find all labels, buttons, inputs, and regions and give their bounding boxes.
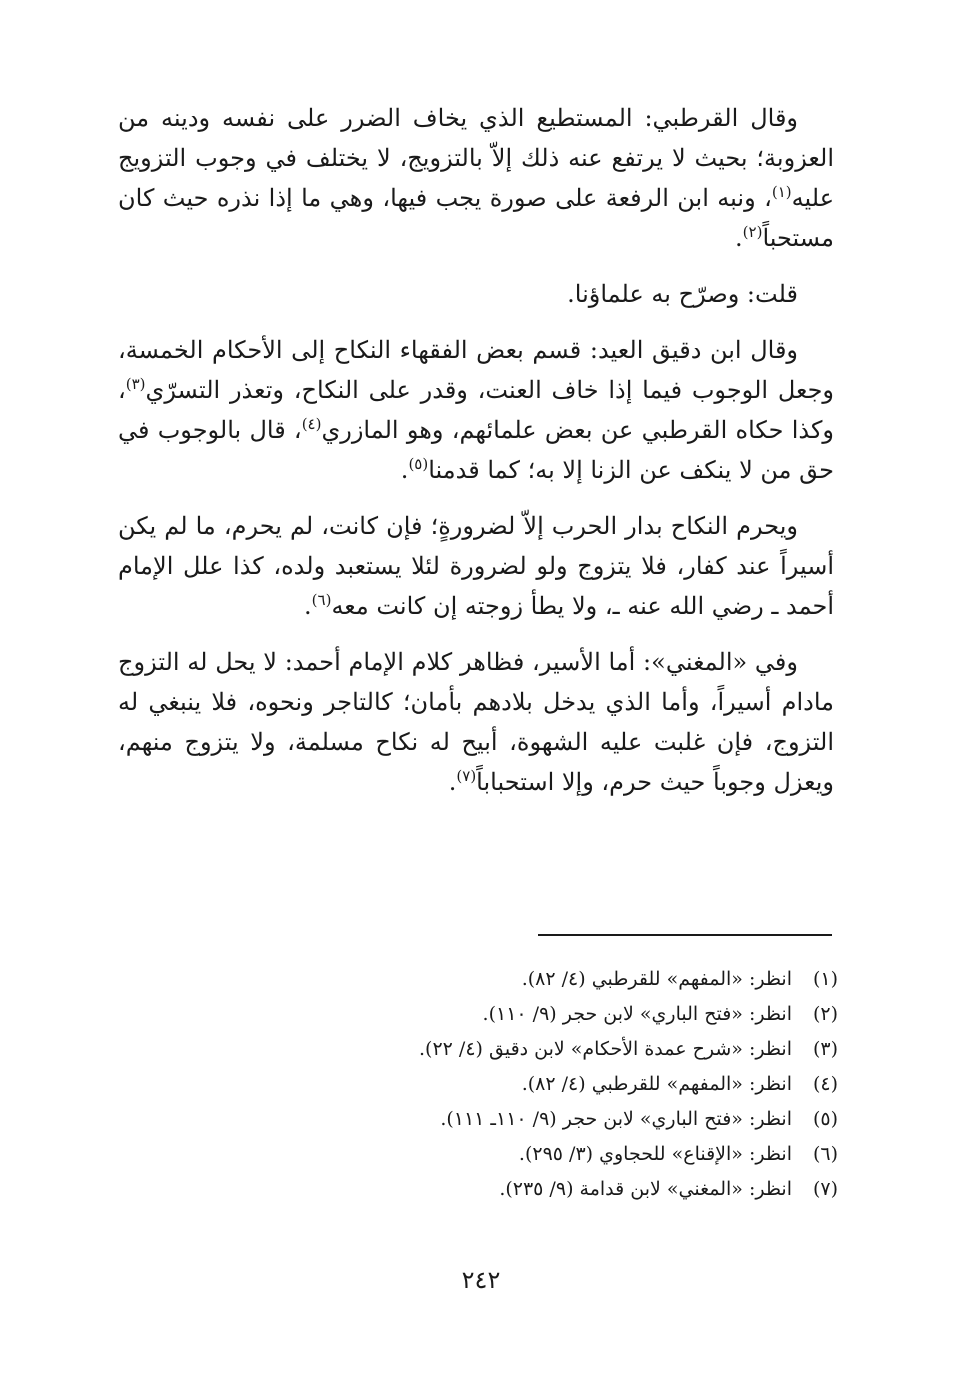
footnote-text: انظر: «المفهم» للقرطبي (٤/ ٨٢). [521,968,792,990]
footnote-number: (٣) [812,1038,838,1060]
footnote-ref-1[interactable]: (١) [771,183,792,201]
paragraph-text: وقال القرطبي: المستطيع الذي يخاف الضرر على نفسه ودينه من العزوبة؛ بحيث لا يرتفع عنه ذلك إلاّ بالتزويج، لا يختلف في وجوب التزويج عليه [118,104,835,212]
paragraph-text: . [735,224,743,252]
footnote-text: انظر: «الإقناع» للحجاوي (٣/ ٢٩٥). [518,1143,792,1165]
footnote-text: انظر: «فتح الباري» لابن حجر (٩/ ١١٠ـ ١١١). [440,1108,792,1130]
footnote-number: (٢) [812,1003,838,1025]
footnote-divider [538,934,832,936]
footnote-number: (٦) [812,1143,838,1165]
paragraph-text: وقال ابن دقيق العيد: قسم بعض الفقهاء النكاح إلى الأحكام الخمسة، وجعل الوجوب فيما إذا خاف العنت، وقدر على النكاح، وتعذر التسرّي [118,336,834,404]
footnote-4 [300,1067,838,1102]
paragraph-text: قلت: وصرّح به علماؤنا. [567,280,798,308]
footnote-number: (٥) [812,1108,838,1130]
paragraph-text: ، ونبه ابن الرفعة على صورة يجب فيها، وهي ما إذا نذره حيث كان مستحباً [118,184,834,252]
footnote-ref-2[interactable]: (٢) [742,223,763,241]
paragraph-5 [118,642,834,802]
paragraph-4 [118,506,834,626]
page-number: ٢٤٢ [461,1266,501,1294]
footnote-ref-5[interactable]: (٥) [408,455,429,473]
footnote-number: (٤) [812,1073,838,1095]
footnote-7 [300,1172,838,1207]
footnote-text: انظر: «شرح عمدة الأحكام» لابن دقيق (٤/ ٢٢). [418,1038,792,1060]
footnote-text: انظر: «المغني» لابن قدامة (٩/ ٢٣٥). [499,1178,792,1200]
footnote-6 [300,1137,838,1172]
paragraph-text: . [448,768,457,796]
paragraph-text: ويحرم النكاح بدار الحرب إلاّ لضرورةٍ؛ فإن كانت، لم يحرم، ما لم يكن أسيراً عند كفار، فلا يتزوج ولو لضرورة لئلا يستعبد ولده، كذا علل الإمام أحمد ـ رضي الله عنه ـ، ولا يطأ زوجته إن كانت معه [118,512,834,620]
footnote-text: انظر: «فتح الباري» لابن حجر (٩/ ١١٠). [482,1003,792,1025]
paragraph-3 [118,330,834,490]
footnote-1 [300,962,838,997]
footnote-2 [300,997,838,1032]
footnote-number: (١) [812,968,838,990]
footnote-3 [300,1032,838,1067]
footnotes [300,962,838,1207]
footnote-ref-4[interactable]: (٤) [301,415,322,433]
paragraph-1 [118,98,834,258]
footnote-5 [300,1102,838,1137]
paragraph-2 [118,274,834,314]
footnote-text: انظر: «المفهم» للقرطبي (٤/ ٨٢). [521,1073,792,1095]
paragraph-text: وفي «المغني»: أما الأسير، فظاهر كلام الإمام أحمد: لا يحل له التزوج مادام أسيراً، وأما الذي يدخل بلادهم بأمان؛ كالتاجر ونحوه، فلا ينبغي له التزوج، فإن غلبت عليه الشهوة، أبيح له نكاح مسلمة، ولا يتزوج منهم، ويعزل وجوباً حيث حرم، وإلا استحباباً [118,648,834,796]
main-text [118,98,834,818]
paragraph-text: ، قال بالوجوب في حق من لا ينكف عن الزنا إلا به؛ كما قدمنا [118,416,834,484]
footnote-ref-7[interactable]: (٧) [456,767,477,785]
footnote-ref-3[interactable]: (٣) [125,375,146,393]
paragraph-text: ، وكذا حكاه القرطبي عن بعض علمائهم، وهو المازري [118,376,835,444]
footnote-ref-6[interactable]: (٦) [311,591,332,609]
paragraph-text: . [400,456,409,484]
paragraph-text: . [304,592,312,620]
footnote-number: (٧) [812,1178,838,1200]
